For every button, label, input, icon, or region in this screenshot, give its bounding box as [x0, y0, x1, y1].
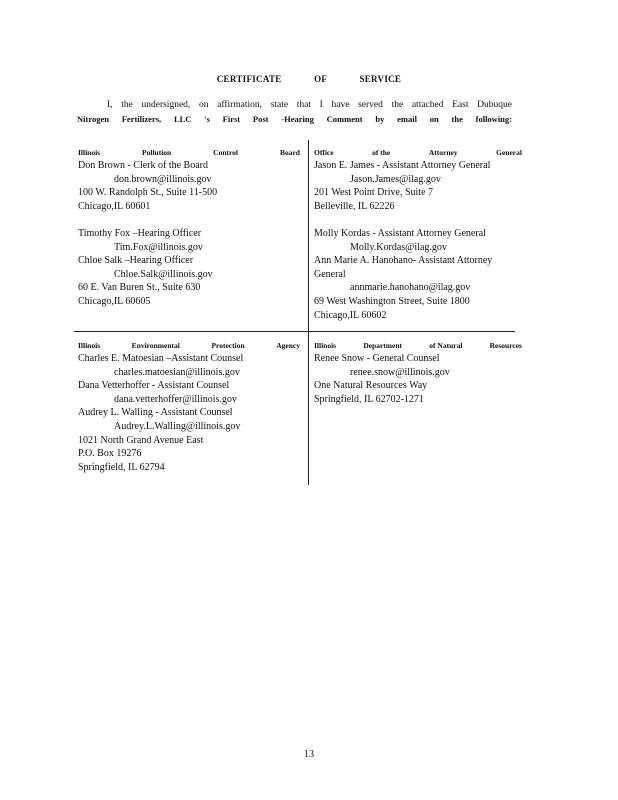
address-line: One Natural Resources Way	[314, 380, 428, 392]
cell-heading	[78, 147, 300, 158]
contact-email[interactable]: Tim.Fox@illinois.gov	[114, 241, 203, 253]
contact-name-line: Timothy Fox –Hearing Officer	[78, 227, 202, 239]
contact-email[interactable]: Chloe.Salk@illinois.gov	[114, 268, 213, 280]
contact-email[interactable]: dana.vetterhoffer@illinois.gov	[114, 393, 237, 405]
city-line: Chicago,IL 60605	[78, 295, 151, 307]
address-line: 69 West Washington Street, Suite 1800	[314, 295, 470, 307]
contact-name-line: Chloe Salk –Hearing Officer	[78, 255, 194, 267]
contact-email[interactable]: annmarie.hanohano@ilag.gov	[350, 282, 471, 294]
contact-email[interactable]: renee.snow@illinois.gov	[350, 366, 450, 378]
heading-word: Agency	[276, 341, 300, 350]
city-line: Chicago,IL 60602	[314, 309, 387, 321]
heading-word: Resources	[489, 341, 522, 350]
intro-paragraph	[77, 98, 512, 126]
heading-word: Pollution	[142, 148, 172, 157]
heading-word: Protection	[211, 341, 245, 350]
contact-email[interactable]: Audrey.L.Walling@illinois.gov	[114, 420, 241, 432]
heading-word: Office	[314, 148, 334, 157]
city-line: Chicago,IL 60601	[78, 200, 151, 212]
table-vertical-divider	[308, 140, 309, 485]
address-line: 1021 North Grand Avenue East	[78, 434, 204, 446]
service-cell-department-of-natural-resources	[314, 340, 522, 406]
address-line: 100 W. Randolph St., Suite 11-500	[78, 187, 218, 199]
cell-heading	[78, 340, 300, 351]
heading-word: Illinois	[314, 341, 337, 350]
contact-email[interactable]: don.brown@illinois.gov	[114, 173, 212, 185]
cell-heading	[314, 340, 522, 351]
contact-name-line: Ann Marie A. Hanohano- Assistant Attorney	[314, 255, 493, 267]
contact-email[interactable]: Jason.James@ilag.gov	[350, 173, 441, 185]
contact-name-line: Molly Kordas - Assistant Attorney General	[314, 227, 486, 239]
contact-name-line: Audrey L. Walling - Assistant Counsel	[78, 407, 233, 419]
address-line: 201 West Point Drive, Suite 7	[314, 187, 434, 199]
service-cell-attorney-general	[314, 147, 522, 322]
intro-line-2: Nitrogen Fertilizers, LLC 's First Post -Hearing Comment by email on the following:	[77, 114, 512, 124]
cell-heading	[314, 147, 522, 158]
heading-word: Control	[213, 148, 239, 157]
contact-name-line: Renee Snow - General Counsel	[314, 353, 440, 364]
contact-name-line: Charles E. Matoesian –Assistant Counsel	[78, 353, 244, 364]
heading-word: Environmental	[131, 341, 180, 350]
city-line: Springfield, IL 62702-1271	[314, 393, 424, 405]
contact-email[interactable]: charles.matoesian@illinois.gov	[114, 366, 240, 378]
heading-word: Illinois	[78, 341, 101, 350]
address-line: 60 E. Van Buren St., Suite 630	[78, 282, 201, 294]
intro-line-1: I, the undersigned, on affirmation, state that I have served the attached East Dubuque	[107, 100, 512, 110]
city-line: Belleville, IL 62226	[314, 200, 395, 212]
heading-word: Department	[363, 341, 403, 350]
page-title: CERTIFICATE OF SERVICE	[216, 74, 402, 84]
po-box-line: P.O. Box 19276	[78, 448, 142, 460]
service-cell-environmental-protection-agency	[78, 340, 300, 474]
table-horizontal-divider	[74, 331, 515, 332]
city-line: Springfield, IL 62794	[78, 461, 165, 473]
heading-word: General	[496, 148, 522, 157]
service-cell-pollution-control-board	[78, 147, 300, 309]
heading-word: of the	[372, 148, 391, 157]
contact-title-continued: General	[314, 268, 346, 280]
page-number: 13	[304, 749, 314, 760]
heading-word: Illinois	[78, 148, 101, 157]
contact-name-line: Don Brown - Clerk of the Board	[78, 160, 208, 171]
contact-email[interactable]: Molly.Kordas@ilag.gov	[350, 241, 447, 253]
heading-word: Board	[279, 148, 300, 157]
heading-word: of Natural	[429, 341, 463, 350]
contact-name-line: Dana Vetterhoffer - Assistant Counsel	[78, 380, 230, 392]
heading-word: Attorney	[428, 148, 458, 157]
contact-name-line: Jason E. James - Assistant Attorney General	[314, 160, 491, 171]
